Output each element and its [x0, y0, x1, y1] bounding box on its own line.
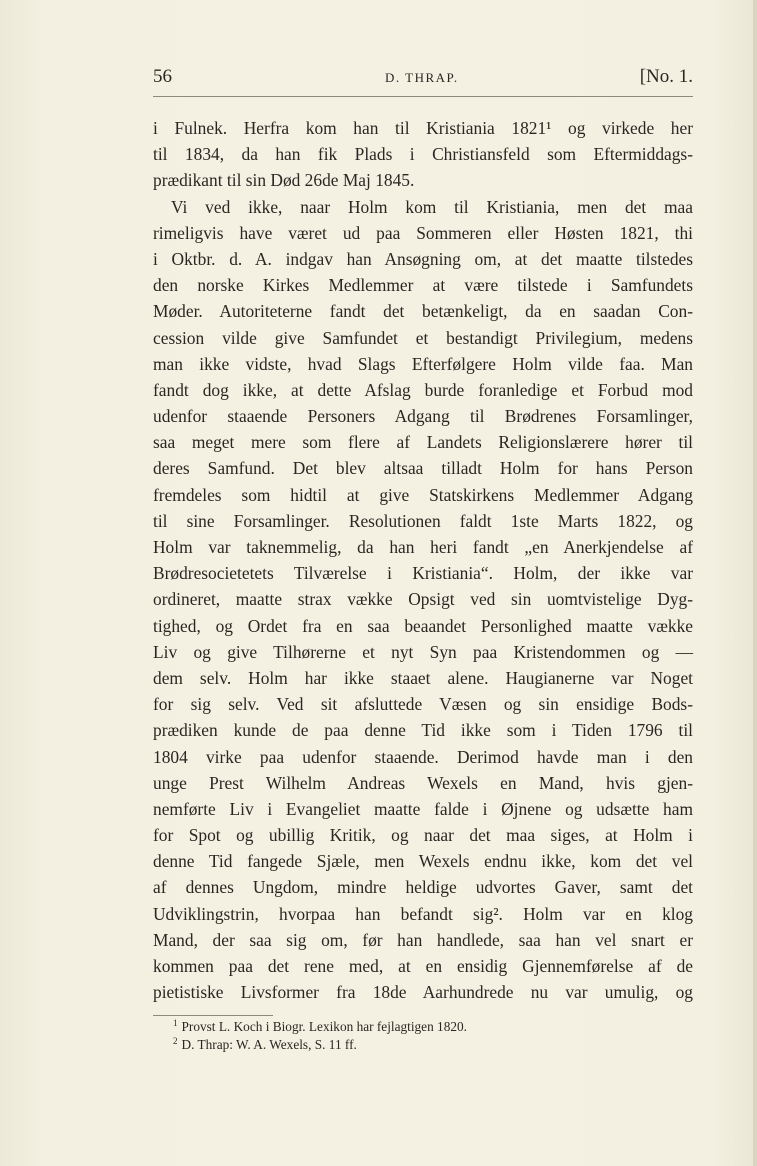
text-line: for sig selv. Ved sit afsluttede Væsen og sin ensidige Bods- — [153, 694, 693, 715]
text-line: prædiken kunde de paa denne Tid ikke som i Tiden 1796 til — [153, 720, 693, 741]
text-line: udenfor staaende Personers Adgang til Brødrenes Forsamlinger, — [153, 406, 693, 427]
footnote-text: Provst L. Koch i Biogr. Lexikon har fejlagtigen 1820. — [181, 1019, 467, 1034]
footnote-text: D. Thrap: W. A. Wexels, S. 11 ff. — [181, 1037, 357, 1052]
header-rule — [153, 96, 693, 97]
footnote — [153, 1018, 693, 1036]
body-text — [153, 115, 693, 1005]
text-line: Holm var taknemmelig, da han heri fandt „en Anerkjendelse af — [153, 537, 693, 557]
text-line: fremdeles som hidtil at give Statskirkens Medlemmer Adgang — [153, 484, 693, 505]
text-line: 1804 virke paa udenfor staaende. Derimod havde man i den — [153, 746, 693, 767]
text-line: cession vilde give Samfundet et bestandigt Privilegium, medens — [153, 327, 693, 348]
text-line: i Fulnek. Herfra kom han til Kristiania 1821¹ og virkede her — [153, 118, 693, 138]
text-line: Udviklingstrin, hvorpaa han befandt sig². Holm var en klog — [153, 903, 693, 924]
text-line: deres Samfund. Det blev altsaa tilladt Holm for hans Person — [153, 458, 693, 479]
text-line: Brødresocietetets Tilværelse i Kristiania“. Holm, der ikke var — [153, 563, 693, 584]
text-line: Vi ved ikke, naar Holm kom til Kristiania, men det maa — [171, 196, 693, 217]
text-line: prædikant til sin Død 26de Maj 1845. — [153, 170, 415, 191]
text-line: denne Tid fangede Sjæle, men Wexels endnu ikke, kom det vel — [153, 851, 693, 872]
text-line: rimeligvis have været ud paa Sommeren eller Høsten 1821, thi — [153, 222, 693, 243]
text-line: Mand, der saa sig om, før han handlede, saa han vel snart er — [153, 929, 693, 950]
text-line: nemførte Liv i Evangeliet maatte falde i Øjnene og udsætte ham — [153, 798, 693, 819]
text-line: ordineret, maatte strax vække Opsigt ved sin uomtvistelige Dyg- — [153, 589, 693, 610]
page-number: 56 — [153, 66, 172, 87]
text-line: Liv og give Tilhørerne et nyt Syn paa Kristendommen og — — [153, 641, 693, 662]
footnote-marker: 2 — [173, 1036, 178, 1046]
text-line: den norske Kirkes Medlemmer at være tilstede i Samfundets — [153, 275, 693, 296]
running-title: D. THRAP. — [385, 70, 459, 85]
text-line: fandt dog ikke, at dette Afslag burde foranledige et Forbud mod — [153, 379, 693, 400]
footnote-rule — [153, 1015, 273, 1016]
text-line: tighed, og Ordet fra en saa beaandet Personlighed maatte vække — [153, 615, 693, 636]
footnote — [153, 1036, 693, 1054]
text-line: unge Prest Wilhelm Andreas Wexels en Mand, hvis gjen- — [153, 772, 693, 793]
text-line: man ikke vidste, hvad Slags Efterfølgere Holm vilde faa. Man — [153, 353, 693, 374]
footnote-marker: 1 — [173, 1018, 178, 1028]
text-line: Møder. Autoriteterne fandt det betænkeligt, da en saadan Con- — [153, 301, 693, 322]
footnotes — [153, 1015, 693, 1054]
text-line: kommen paa det rene med, at en ensidig Gjennemførelse af de — [153, 956, 693, 976]
series-number: [No. 1. — [639, 66, 693, 87]
text-line: af dennes Ungdom, mindre heldige udvortes Gaver, samt det — [153, 877, 693, 898]
text-line: for Spot og ubillig Kritik, og naar det maa siges, at Holm i — [153, 825, 693, 846]
text-line: til 1834, da han fik Plads i Christiansfeld som Eftermiddags- — [153, 144, 693, 165]
running-header — [153, 66, 693, 94]
text-line: dem selv. Holm har ikke staaet alene. Haugianerne var Noget — [153, 667, 693, 688]
text-line: saa meget mere som flere af Landets Religionslærere hører til — [153, 432, 693, 453]
text-line: til sine Forsamlinger. Resolutionen faldt 1ste Marts 1822, og — [153, 510, 693, 531]
text-line: i Oktbr. d. A. indgav han Ansøgning om, at det maatte tilstedes — [153, 248, 693, 269]
page-edge — [753, 0, 757, 1166]
text-line: pietistiske Livsformer fra 18de Aarhundrede nu var umulig, og — [153, 982, 693, 1003]
